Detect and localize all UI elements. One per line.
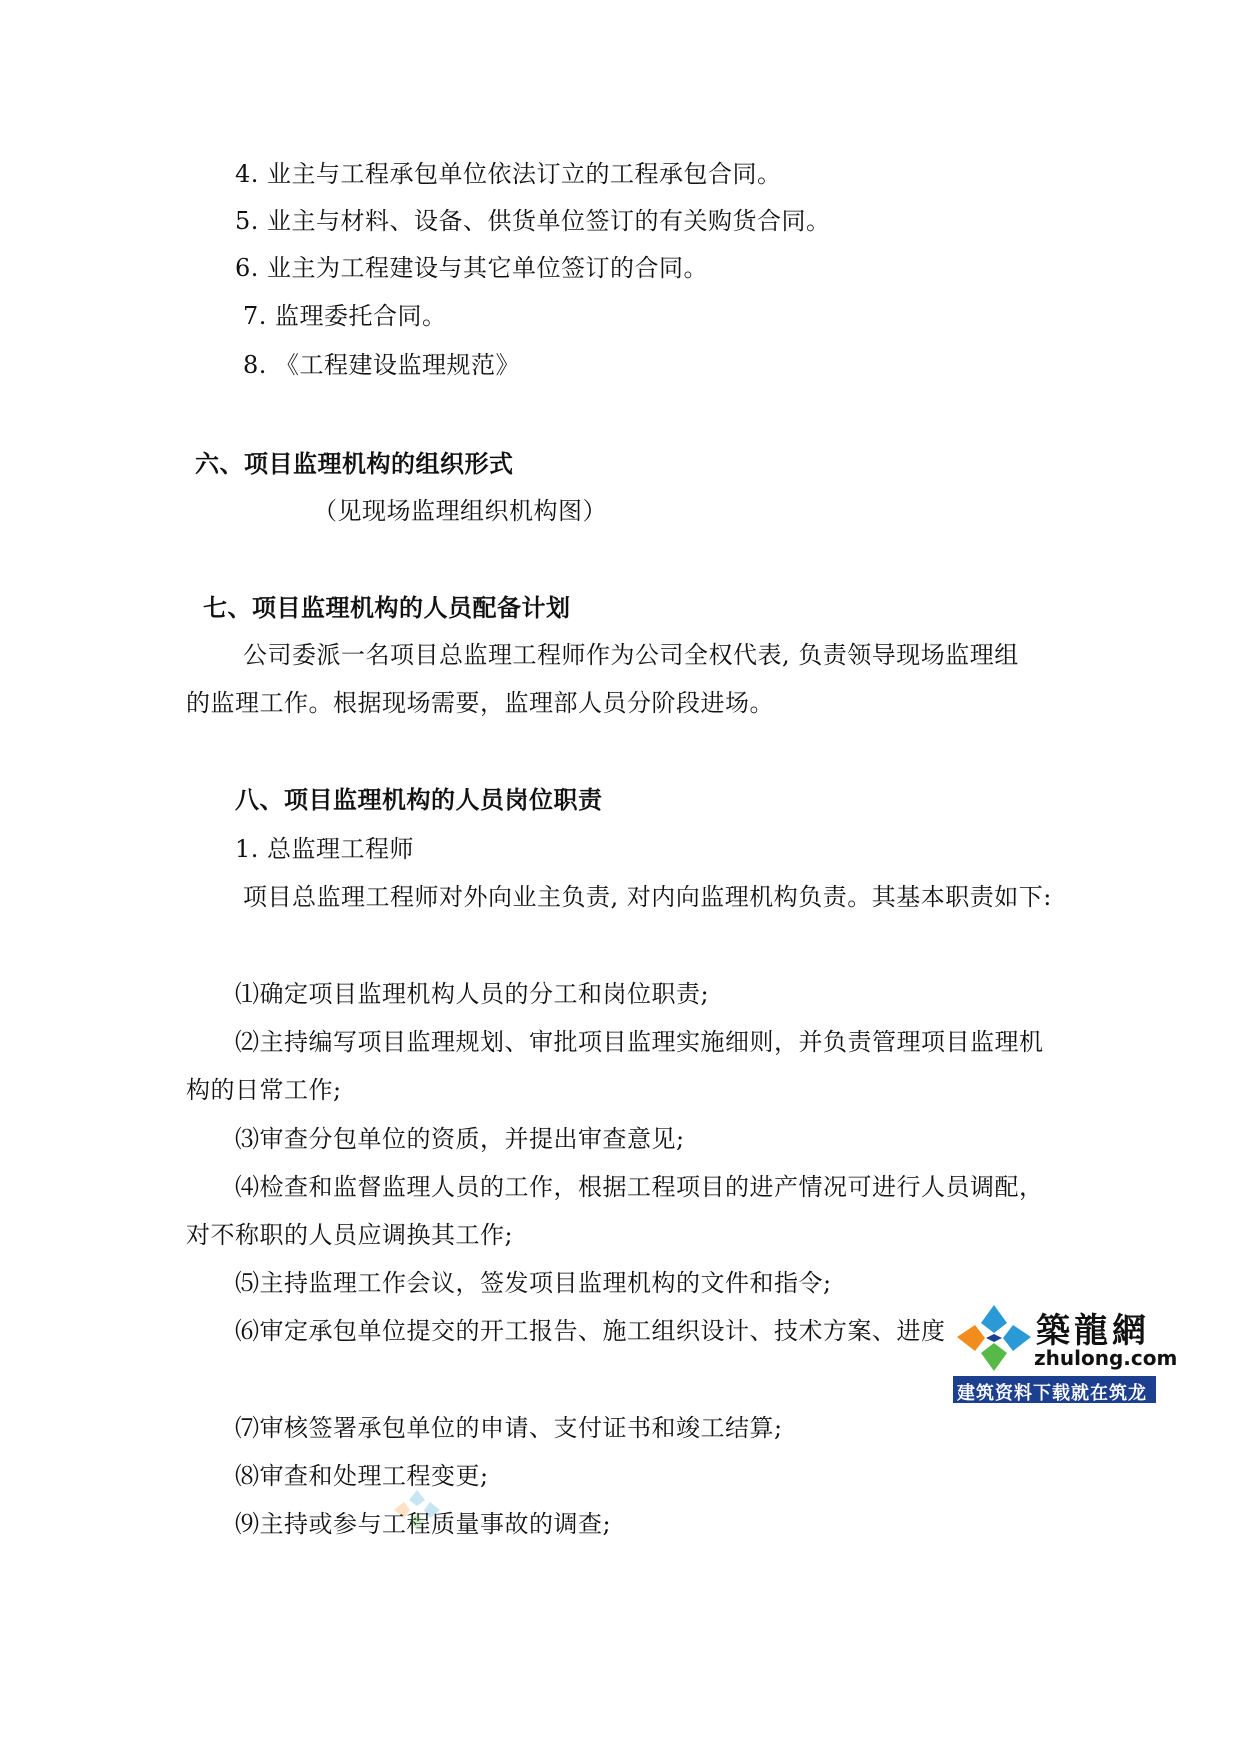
section-note: （见现场监理组织机构图）	[313, 497, 607, 525]
duty-item: ⑵主持编写项目监理规划、审批项目监理实施细则，并负责管理项目监理机	[235, 1028, 1044, 1056]
list-item-8: 8. 《工程建设监理规范》	[243, 351, 521, 379]
duty-item: ⑻审查和处理工程变更;	[235, 1462, 489, 1490]
list-item-7: 7. 监理委托合同。	[243, 302, 447, 330]
faint-logo-icon	[392, 1488, 442, 1532]
zhulong-logo-icon	[955, 1303, 1033, 1373]
paragraph-line: 的监理工作。根据现场需要，监理部人员分阶段进场。	[186, 689, 774, 717]
duty-item: ⑴确定项目监理机构人员的分工和岗位职责;	[235, 980, 710, 1008]
watermark-domain: zhulong.com	[1034, 1346, 1178, 1370]
duty-item: ⑶审查分包单位的资质，并提出审查意见;	[235, 1125, 685, 1153]
watermark-tagline: 建筑资料下载就在筑龙网	[957, 1383, 1147, 1430]
zhulong-watermark	[953, 1301, 1178, 1430]
paragraph-line: 公司委派一名项目总监理工程师作为公司全权代表, 负责领导现场监理组	[243, 641, 1019, 669]
duty-item: ⑹审定承包单位提交的开工报告、施工组织设计、技术方案、进度	[235, 1317, 946, 1345]
section-heading-8: 八、项目监理机构的人员岗位职责	[235, 786, 603, 814]
subheading: 1. 总监理工程师	[235, 835, 415, 863]
duty-item-continued: 构的日常工作;	[186, 1076, 342, 1104]
duty-item: ⑸主持监理工作会议，签发项目监理机构的文件和指令;	[235, 1269, 832, 1297]
paragraph-line: 项目总监理工程师对外向业主负责, 对内向监理机构负责。其基本职责如下:	[243, 883, 1052, 911]
list-item-5: 5. 业主与材料、设备、供货单位签订的有关购货合同。	[235, 207, 831, 235]
section-heading-7: 七、项目监理机构的人员配备计划	[203, 594, 571, 622]
list-item-4: 4. 业主与工程承包单位依法订立的工程承包合同。	[235, 160, 782, 188]
duty-item: ⑺审核签署承包单位的申请、支付证书和竣工结算;	[235, 1414, 783, 1442]
list-item-6: 6. 业主为工程建设与其它单位签订的合同。	[235, 254, 709, 282]
watermark-title: 築龍網	[1036, 1311, 1150, 1351]
section-heading-6: 六、项目监理机构的组织形式	[195, 450, 514, 478]
duty-item: ⑼主持或参与工程质量事故的调查;	[235, 1510, 612, 1538]
duty-item-continued: 对不称职的人员应调换其工作;	[186, 1221, 514, 1249]
duty-item: ⑷检查和监督监理人员的工作，根据工程项目的进产情况可进行人员调配，	[235, 1173, 1044, 1201]
